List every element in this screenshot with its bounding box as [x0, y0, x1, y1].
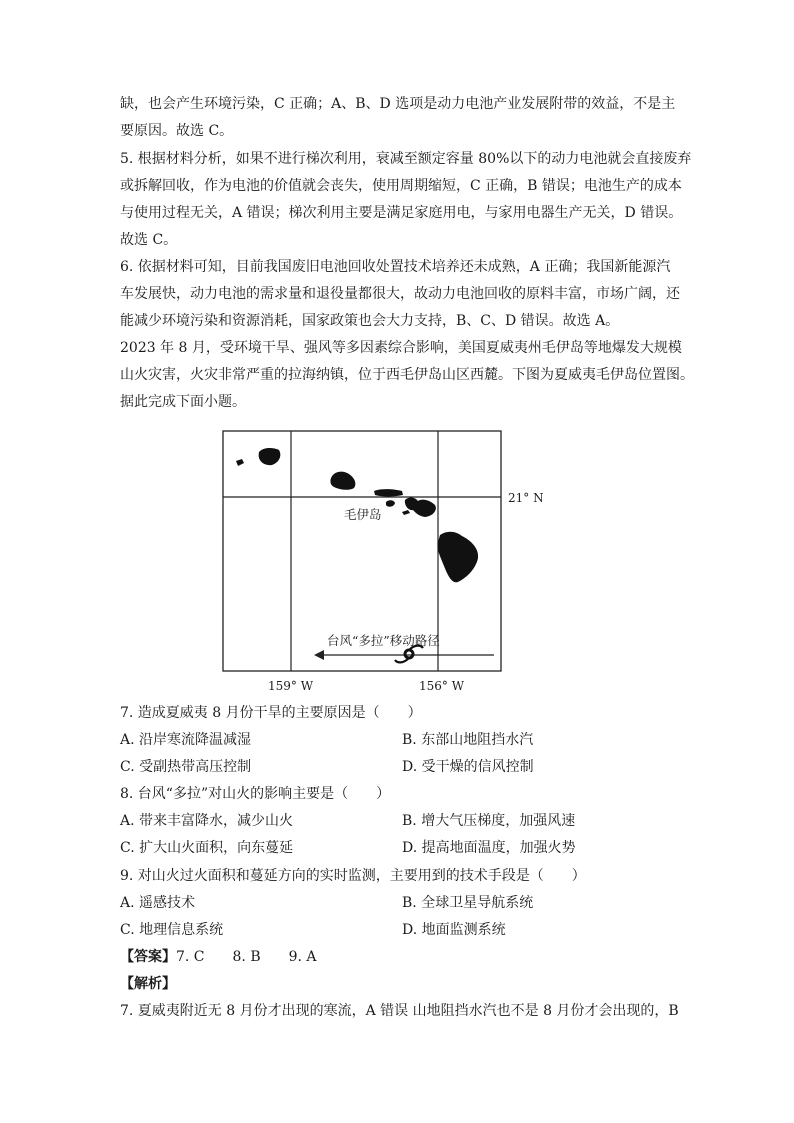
paragraph-line: 5. 根据材料分析，如果不进行梯次利用，衰减至额定容量 80%以下的动力电池就会直接废弃 — [120, 151, 692, 167]
question-8-option-d: D. 提高地面温度，加强火势 — [402, 840, 576, 856]
molokai-island — [374, 489, 403, 496]
paragraph-line: 2023 年 8 月，受环境干旱、强风等多因素综合影响，美国夏威夷州毛伊岛等地爆发大规模 — [120, 340, 682, 356]
maui-island — [405, 497, 436, 517]
typhoon-symbol-icon — [395, 646, 423, 663]
paragraph-line: 缺，也会产生环境污染，C 正确；A、B、D 选项是动力电池产业发展附带的效益，不是主 — [120, 96, 676, 112]
question-7-option-a: A. 沿岸寒流降温减湿 — [120, 732, 252, 748]
paragraph-line: 山火灾害，火灾非常严重的拉海纳镇，位于西毛伊岛山区西麓。下图为夏威夷毛伊岛位置图。 — [120, 367, 694, 383]
typhoon-path-arrowhead — [314, 650, 324, 660]
question-8-stem: 8. 台风“多拉”对山火的影响主要是（ ） — [120, 786, 391, 802]
question-7-stem: 7. 造成夏威夷 8 月份干旱的主要原因是（ ） — [120, 705, 422, 721]
answer-label: 【答案】 — [120, 949, 176, 965]
oahu-island — [330, 472, 355, 490]
paragraph-line: 据此完成下面小题。 — [120, 394, 246, 410]
question-8-option-b: B. 增大气压梯度，加强风速 — [402, 813, 576, 829]
question-9-option-a: A. 遥感技术 — [120, 895, 196, 911]
longitude-label-right: 156° W — [419, 679, 465, 693]
question-7-option-b: B. 东部山地阻挡水汽 — [402, 732, 534, 748]
question-9-option-d: D. 地面监测系统 — [402, 922, 506, 938]
question-9-option-b: B. 全球卫星导航系统 — [402, 895, 534, 911]
paragraph-line: 要原因。故选 C。 — [120, 123, 234, 139]
question-8-option-c: C. 扩大山火面积，向东蔓延 — [120, 840, 294, 856]
question-9-option-c: C. 地理信息系统 — [120, 922, 224, 938]
analysis-text: 7. 夏威夷附近无 8 月份才出现的寒流，A 错误 山地阻挡水汽也不是 8 月份才会出现的，B — [120, 1003, 679, 1019]
paragraph-line: 或拆解回收，作为电池的价值就会丧失，使用周期缩短，C 正确，B 错误；电池生产的成本 — [120, 178, 682, 194]
paragraph-line: 6. 依据材料可知，目前我国废旧电池回收处置技术培养还未成熟，A 正确；我国新能源汽 — [120, 259, 671, 275]
lanai-island — [386, 500, 395, 507]
question-7-option-d: D. 受干燥的信风控制 — [402, 759, 534, 775]
paragraph-line: 车发展快，动力电池的需求量和退役量都很大，故动力电池回收的原料丰富，市场广阔，还 — [120, 286, 680, 302]
answer-values: 7. C 8. B 9. A — [176, 949, 317, 965]
question-9-stem: 9. 对山火过火面积和蔓延方向的实时监测，主要用到的技术手段是（ ） — [120, 868, 586, 884]
hawaii-big-island — [438, 532, 479, 583]
analysis-label: 【解析】 — [120, 976, 176, 992]
question-7-option-c: C. 受副热带高压控制 — [120, 759, 252, 775]
kahoolawe-island — [402, 510, 410, 515]
typhoon-path-label: 台风“多拉”移动路径 — [327, 633, 440, 648]
paragraph-line: 故选 C。 — [120, 232, 178, 248]
niihau-island — [236, 459, 244, 466]
kauai-island — [259, 448, 281, 465]
answer-line — [120, 947, 317, 967]
paragraph-line: 能减少环境污染和资源消耗，国家政策也会大力支持，B、C、D 错误。故选 A。 — [120, 313, 620, 329]
latitude-label: 21° N — [508, 491, 544, 505]
question-8-option-a: A. 带来丰富降水，减少山火 — [120, 813, 294, 829]
longitude-label-left: 159° W — [268, 679, 314, 693]
paragraph-line: 与使用过程无关，A 错误；梯次利用主要是满足家庭用电，与家用电器生产无关，D 错误。 — [120, 205, 683, 221]
maui-island-label: 毛伊岛 — [344, 507, 382, 522]
